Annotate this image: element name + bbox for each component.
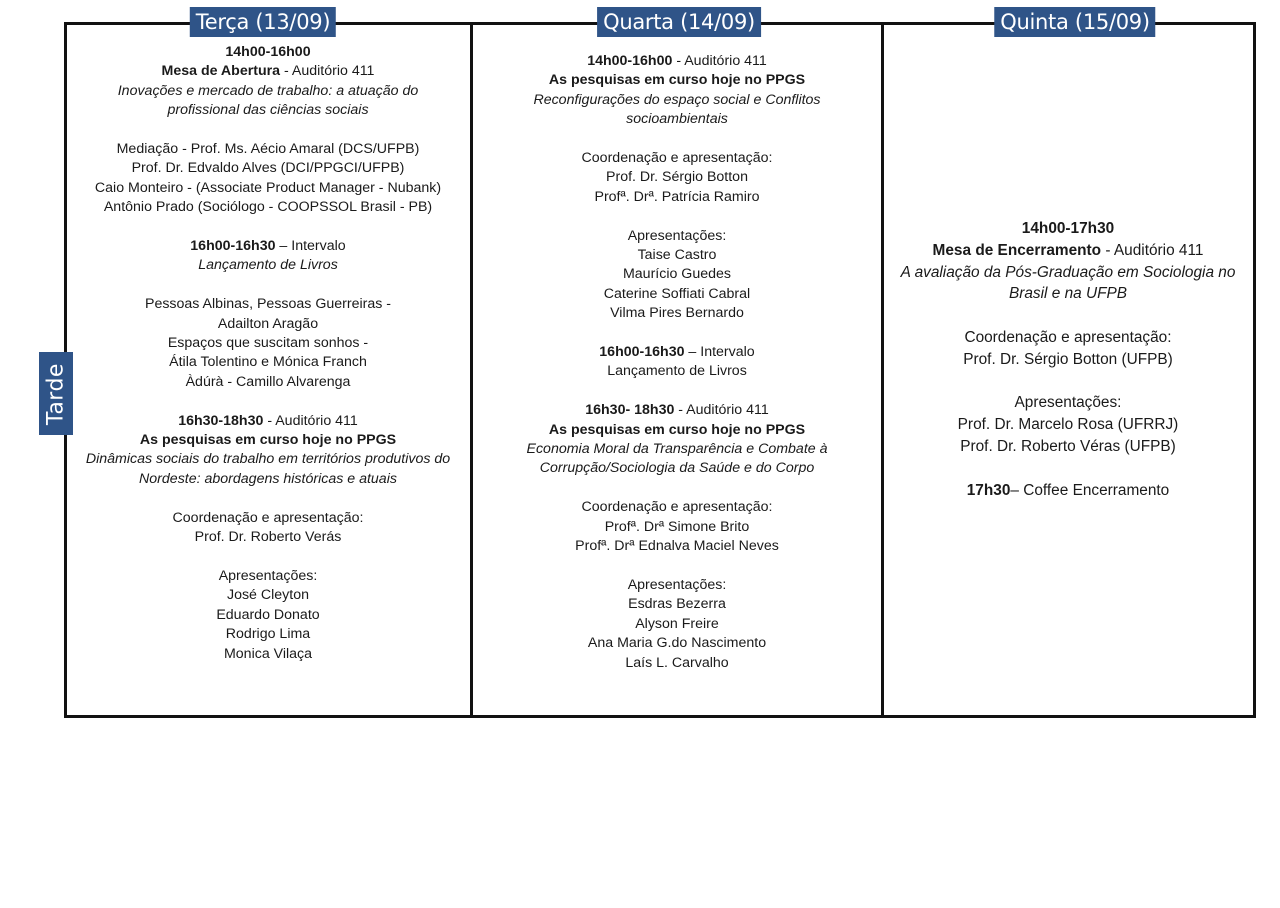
- participant-line: Antônio Prado (Sociólogo - COOPSSOL Brasil - PB): [103, 199, 433, 216]
- presenter: Rodrigo Lima: [225, 626, 311, 643]
- period-label-text: Tarde: [43, 362, 69, 425]
- session-time: 16h00-16h30: [190, 238, 276, 255]
- session-time: 14h00-16h00: [225, 44, 311, 60]
- session-title: As pesquisas em curso hoje no PPGS: [548, 72, 806, 89]
- session-time: 14h00-16h00: [587, 53, 673, 69]
- coordinator: Profª. Drª Simone Brito: [604, 518, 750, 535]
- column-divider: [881, 22, 884, 718]
- session-title: Mesa de Abertura: [161, 63, 281, 80]
- presenter: Vilma Pires Bernardo: [610, 305, 744, 322]
- presenter: Monica Vilaça: [223, 645, 313, 662]
- book-line: Àdúrà - Camillo Alvarenga: [185, 373, 351, 390]
- session-theme: Dinâmicas sociais do trabalho em territórios produtivos do Nordeste: abordagens históricas e atuais: [85, 451, 451, 487]
- presenter: José Cleyton: [226, 587, 309, 604]
- session-location: - Auditório 411: [1101, 241, 1204, 259]
- session-theme: Reconfigurações do espaço social e Conflitos socioambientais: [533, 91, 821, 128]
- participant-line: Caio Monteiro - (Associate Product Manager - Nubank): [94, 179, 442, 196]
- coordination-label: Coordenação e apresentação:: [964, 328, 1172, 346]
- session-block: [488, 401, 866, 673]
- session-subtitle: Lançamento de Livros: [607, 363, 747, 380]
- session-theme: Inovações e mercado de trabalho: a atuação do profissional das ciências sociais: [117, 82, 419, 119]
- presenter: Esdras Bezerra: [628, 596, 726, 613]
- presenter: Caterine Soffiati Cabral: [603, 285, 751, 302]
- coordination-label: Coordenação e apresentação:: [581, 150, 773, 167]
- session-block: [80, 43, 456, 218]
- coordinator: Profª. Drª Ednalva Maciel Neves: [575, 538, 779, 555]
- presentations-label: Apresentações:: [218, 567, 318, 584]
- session-time: 16h00-16h30: [599, 344, 685, 361]
- day-column-quinta: [898, 218, 1238, 908]
- session-time: 16h30-18h30: [178, 412, 264, 429]
- session-time: 17h30: [966, 481, 1011, 499]
- session-type: – Intervalo: [684, 344, 755, 361]
- participant-line: Prof. Dr. Edvaldo Alves (DCI/PPGCI/UFPB): [131, 160, 405, 177]
- session-block: [898, 218, 1238, 458]
- session-time: 14h00-17h30: [1021, 220, 1115, 237]
- coordinator: Profª. Drª. Patrícia Ramiro: [594, 188, 760, 205]
- session-theme: A avaliação da Pós-Graduação em Sociologia no Brasil e na UFPB: [900, 263, 1236, 303]
- participant-line: Mediação - Prof. Ms. Aécio Amaral (DCS/UFPB): [116, 141, 420, 158]
- coordinator: Prof. Dr. Sérgio Botton (UFPB): [963, 350, 1173, 368]
- session-title: As pesquisas em curso hoje no PPGS: [548, 421, 806, 438]
- session-theme: Economia Moral da Transparência e Combate à Corrupção/Sociologia da Saúde e do Corpo: [526, 441, 828, 477]
- coordinator: Prof. Dr. Sérgio Botton: [606, 169, 748, 186]
- period-label-tarde: [39, 352, 73, 435]
- session-block: [488, 52, 866, 324]
- session-location: - Auditório 411: [263, 412, 358, 429]
- book-line: Espaços que suscitam sonhos -: [167, 335, 369, 352]
- book-line: Pessoas Albinas, Pessoas Guerreiras -: [144, 296, 392, 313]
- coordination-label: Coordenação e apresentação:: [172, 509, 364, 526]
- session-location: - Auditório 411: [280, 63, 375, 80]
- session-block: [898, 480, 1238, 502]
- presentations-label: Apresentações:: [627, 227, 727, 244]
- coordinator: Prof. Dr. Roberto Verás: [194, 529, 342, 546]
- session-block: [488, 343, 866, 382]
- book-line: Átila Tolentino e Mónica Franch: [169, 354, 367, 371]
- presenter: Taise Castro: [637, 247, 717, 264]
- session-location: - Auditório 411: [674, 402, 769, 419]
- presenter: Prof. Dr. Roberto Véras (UFPB): [960, 437, 1176, 455]
- session-type: – Intervalo: [275, 238, 346, 255]
- presentations-label: Apresentações:: [1014, 394, 1122, 412]
- presenter: Alyson Freire: [635, 615, 719, 632]
- day-header-quarta: Quarta (14/09): [597, 7, 761, 37]
- day-column-quarta: [488, 52, 866, 742]
- presenter: Ana Maria G.do Nascimento: [587, 635, 767, 652]
- presenter: Maurício Guedes: [622, 266, 732, 283]
- session-title: Mesa de Encerramento: [932, 241, 1102, 259]
- session-block: [80, 237, 456, 392]
- day-header-terca: Terça (13/09): [190, 7, 336, 37]
- presenter: Eduardo Donato: [216, 606, 320, 623]
- session-title: As pesquisas em curso hoje no PPGS: [139, 432, 397, 449]
- column-divider: [470, 22, 473, 718]
- presentations-label: Apresentações:: [627, 576, 727, 593]
- session-location: - Auditório 411: [672, 53, 767, 69]
- coordination-label: Coordenação e apresentação:: [581, 499, 773, 516]
- day-column-terca: [80, 43, 456, 733]
- session-time: 16h30- 18h30: [585, 402, 675, 419]
- presenter: Prof. Dr. Marcelo Rosa (UFRRJ): [957, 416, 1179, 434]
- day-header-quinta: Quinta (15/09): [994, 7, 1155, 37]
- book-line: Adailton Aragão: [217, 315, 319, 332]
- session-type: – Coffee Encerramento: [1010, 481, 1170, 499]
- presenter: Laís L. Carvalho: [625, 654, 729, 671]
- session-block: [80, 412, 456, 664]
- session-subtitle: Lançamento de Livros: [198, 257, 338, 274]
